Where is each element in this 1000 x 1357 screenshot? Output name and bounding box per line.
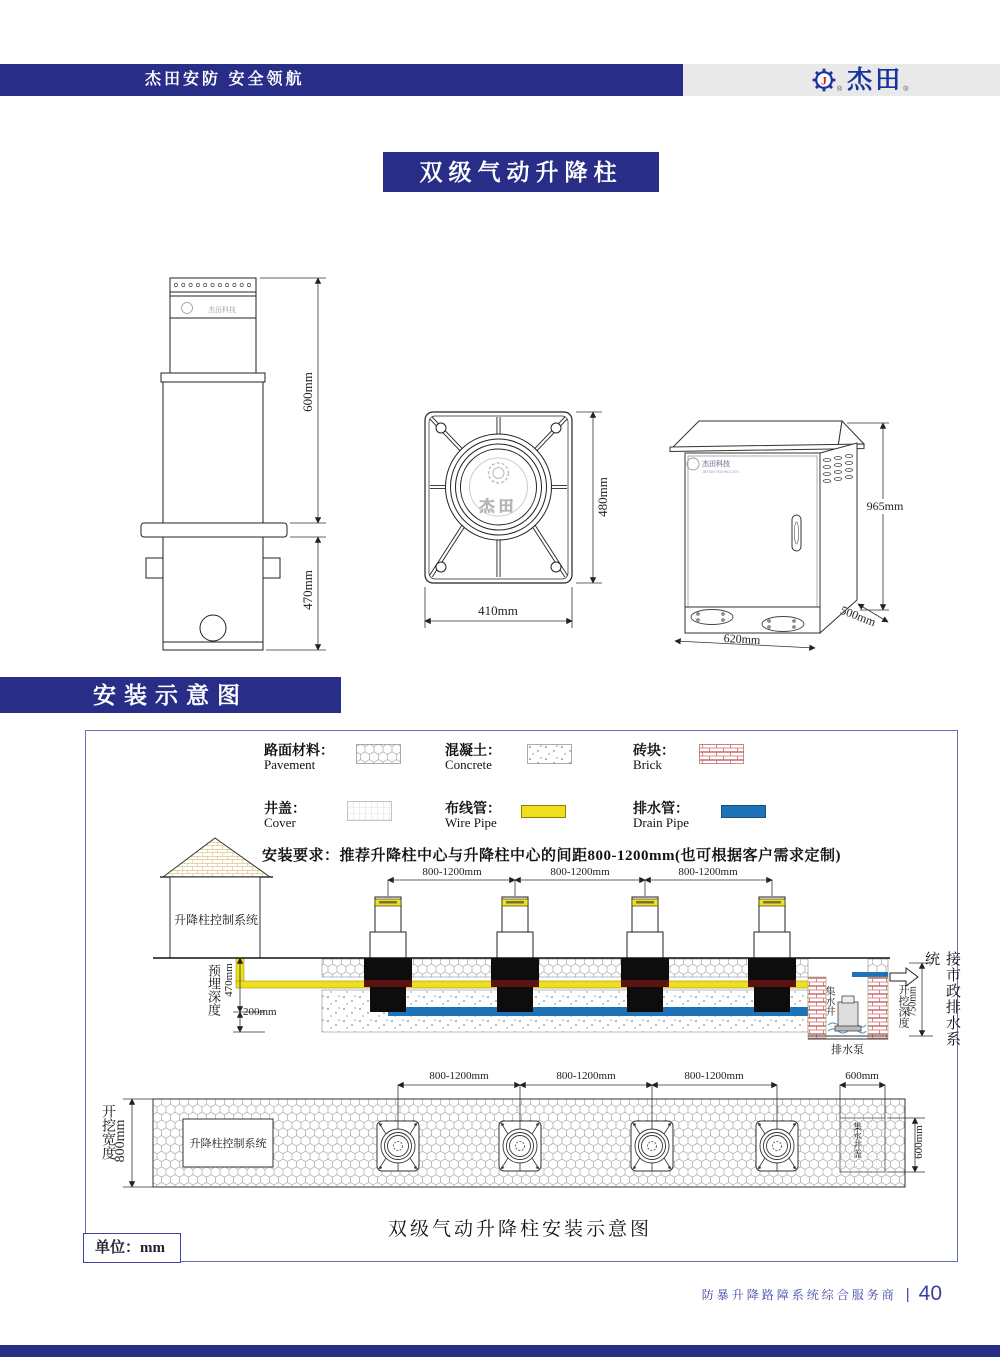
plan-sump-width-dim: 600mm	[845, 1070, 879, 1082]
footer-separator: |	[905, 1285, 910, 1303]
dig-depth-dim: 750mm	[907, 986, 919, 1017]
unit-box	[83, 1233, 181, 1263]
plan-spacing-3: 800-1200mm	[684, 1070, 744, 1082]
front-view-dim-lines	[260, 278, 326, 650]
brand-name: 杰田	[847, 66, 904, 94]
footer-text: 防暴升降路障系统综合服务商	[701, 1287, 897, 1302]
cabinet-logo-sub: JIETIAN TECHNOLOGY	[702, 470, 740, 474]
top-dim-480: 480mm	[595, 477, 610, 517]
legend-wire-zh: 布线管：	[445, 802, 501, 817]
reg-mark: ®	[837, 86, 843, 93]
plan-spacing-1: 800-1200mm	[429, 1070, 489, 1082]
install-requirement: 安装要求：推荐升降柱中心与升降柱中心的间距800-1200mm(也可根据客户需求定制)	[262, 848, 841, 864]
header-slogan: 杰田安防 安全领航	[145, 71, 305, 88]
legend-drain-zh: 排水管：	[633, 802, 689, 817]
cabinet-dim-965: 965mm	[860, 499, 910, 514]
embed-depth-label: 预埋深度	[206, 964, 221, 1016]
plan-width-label: 开挖宽度	[100, 1104, 115, 1160]
product-title: 双级气动升降柱	[383, 152, 659, 192]
footer-page-number: 40	[918, 1282, 942, 1305]
cabinet-dim-500: 500mm	[838, 602, 878, 630]
header-bar	[0, 64, 683, 96]
legend-brick-zh: 砖块：	[633, 744, 675, 759]
sump-label: 集水井	[823, 986, 834, 1016]
plan-sump-cover-label: 集水井盖	[852, 1122, 862, 1158]
legend-concrete-en: Concrete	[445, 757, 492, 772]
plan-control-label: 升降柱控制系统	[189, 1138, 267, 1150]
section-control-cabinet	[160, 838, 273, 958]
legend-wire-en: Wire Pipe	[445, 815, 497, 830]
plan-sump-height-dim: 600mm	[913, 1125, 925, 1159]
top-dim-410: 410mm	[478, 603, 518, 618]
drain-pump	[838, 1002, 858, 1028]
legend-cover-en: Cover	[264, 815, 296, 830]
legend-concrete-zh: 混凝土：	[445, 744, 501, 759]
gear-logo-icon	[811, 67, 837, 93]
page-footer	[702, 1282, 942, 1306]
diagram-caption: 双级气动升降柱安装示意图	[387, 1219, 652, 1240]
cabinet-dim-620: 620mm	[723, 631, 761, 647]
band-logo-text: 杰田科技	[208, 306, 236, 314]
legend-pavement-zh: 路面材料：	[264, 744, 334, 759]
legend-cover-zh: 井盖：	[264, 802, 306, 817]
cabinet-logo-text: 杰田科技	[702, 461, 730, 468]
unit-label: 单位：mm	[95, 1240, 165, 1256]
front-dim-470: 470mm	[300, 570, 315, 610]
section-title: 安装示意图	[0, 677, 341, 713]
gear-logo-letter: J	[821, 73, 827, 88]
bollard-caps	[375, 899, 785, 906]
municipal-drain-label: 接市政排水系统	[923, 951, 960, 1047]
dig-depth-label: 开挖深度	[897, 984, 909, 1028]
legend-pavement-en: Pavement	[264, 757, 316, 772]
embed-depth-dim: 470mm	[223, 963, 235, 997]
sump-pit	[808, 977, 888, 1039]
door-handle	[792, 515, 801, 551]
section-spacing-1: 800-1200mm	[422, 866, 482, 878]
section-spacing-3: 800-1200mm	[678, 866, 738, 878]
front-dim-600: 600mm	[300, 372, 315, 412]
base-thickness-dim: 200mm	[243, 1006, 277, 1018]
legend-brick-en: Brick	[633, 757, 662, 772]
plan-spacing-2: 800-1200mm	[556, 1070, 616, 1082]
cover-logo-text: 杰田	[479, 498, 518, 515]
section-control-label: 升降柱控制系统	[173, 913, 258, 927]
bottom-bar	[0, 1345, 1000, 1357]
bollards	[370, 897, 790, 958]
bollard-top-view	[410, 395, 620, 635]
header-logo-area	[683, 64, 1000, 96]
legend-drain-en: Drain Pipe	[633, 815, 689, 830]
pump-label: 排水泵	[831, 1044, 864, 1056]
plan-width-dim: 800mm	[113, 1119, 128, 1163]
reg-mark-2: ®	[903, 86, 909, 93]
section-spacing-2: 800-1200mm	[550, 866, 610, 878]
